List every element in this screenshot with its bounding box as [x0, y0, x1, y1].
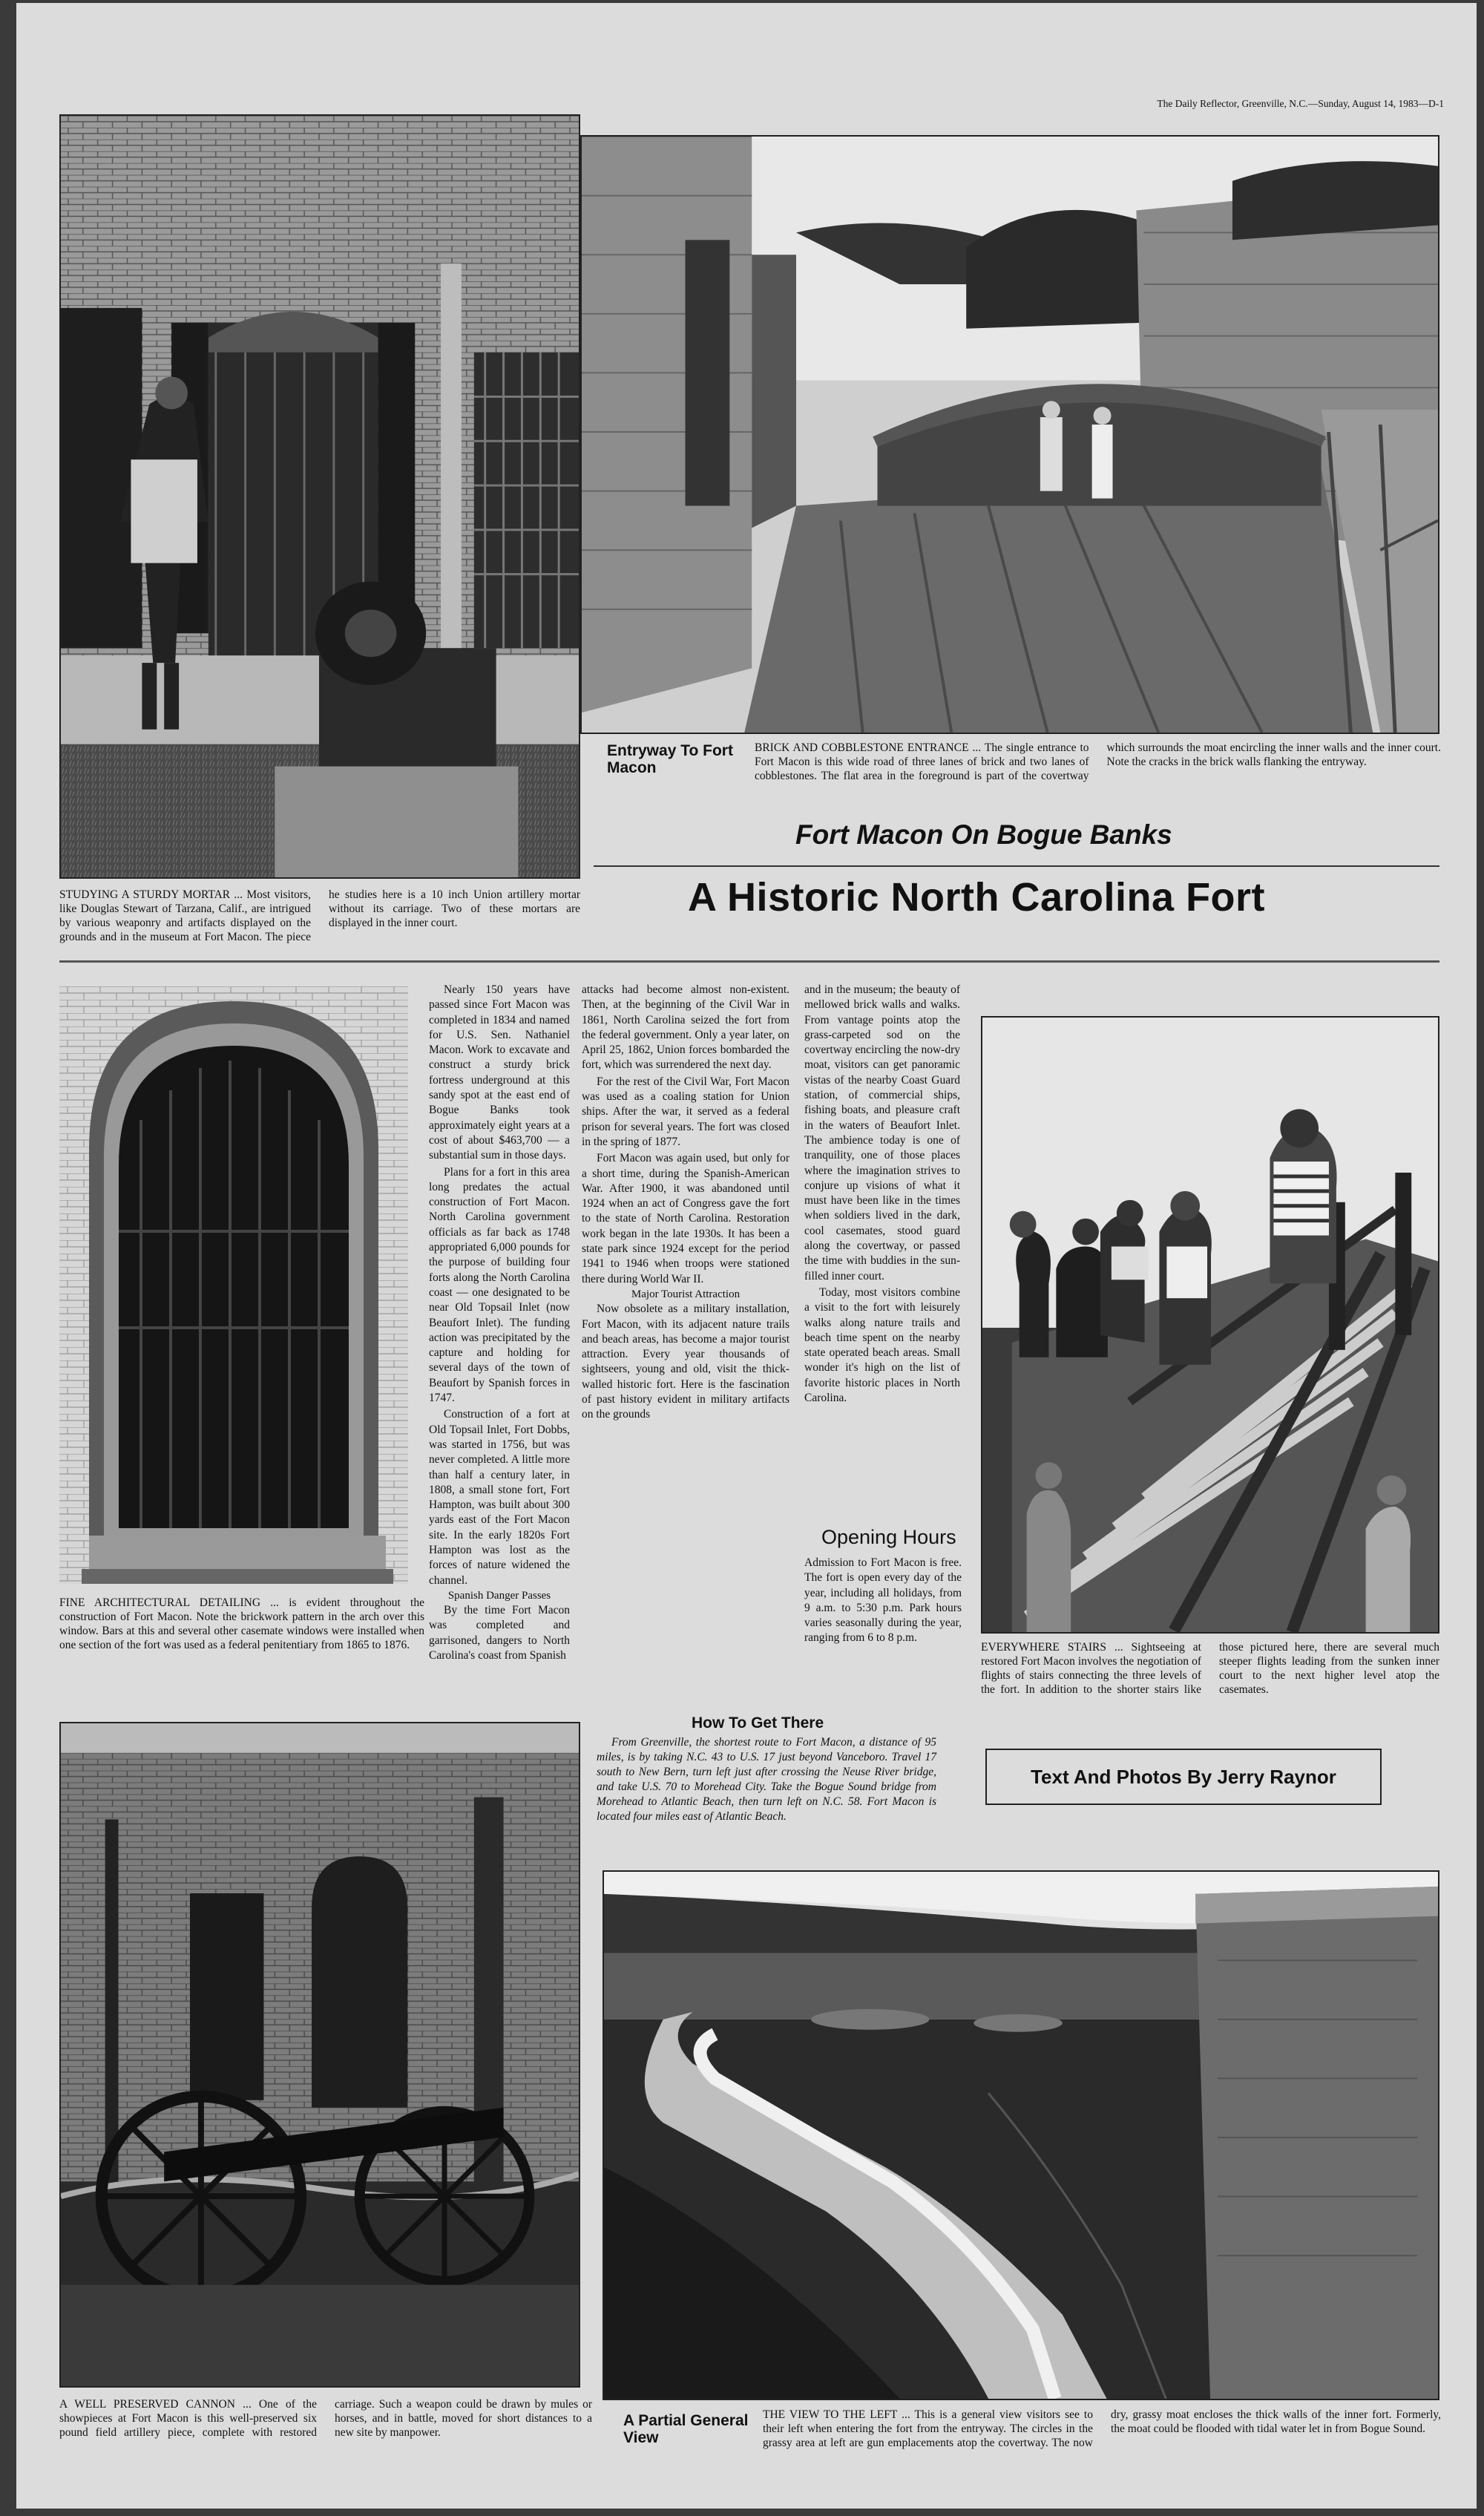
- subhead-spanish: Spanish Danger Passes: [447, 1589, 551, 1602]
- article-para: attacks had become almost non-existent. Then, at the beginning of the Civil War in 1861, North Carolina seized the fort from the federal government. Only a year later, on April 25, 1862, Union forces bombarded the fort, which was surrendered the next day.: [582, 983, 789, 1072]
- article-para: Fort Macon was again used, but only for a short time, during the Spanish-American War. After 1900, it was abandoned until 1924 when an act of Congress gave the fort to the state of North Carolina. Restoration work began in the late 1930s. It has been a state park since 1924 except for the period 1941 to 1946 when troops were stationed there during World War II.: [582, 1152, 789, 1285]
- article-para: By the time Fort Macon was completed and garrisoned, dangers to North Carolina's coast from Spanish: [429, 1604, 570, 1662]
- headline: A Historic North Carolina Fort: [688, 875, 1266, 920]
- section-rule-1: [59, 960, 1439, 963]
- article-col-3: [804, 983, 960, 1406]
- headline-rule: [594, 865, 1439, 867]
- photo-general-view: [603, 1870, 1439, 2400]
- caption-general-view: THE VIEW TO THE LEFT ... This is a general view visitors see to their left when entering the fort from the entryway. The circles in the grassy area at left are gun emplacements atop the covertway. The now dry, grassy moat encloses the thick walls of the inner fort. Formerly, the moat could be flooded with tidal water let in from Bogue Sound.: [763, 2408, 1441, 2449]
- caption-cannon: A WELL PRESERVED CANNON ... One of the showpieces at Fort Macon is this well-preserved six pound field artillery piece, complete with restored carriage. Such a weapon could be drawn by mules or horses, and in battle, moved for short distances to a new site by manpower.: [59, 2398, 592, 2439]
- credit-text: Text And Photos By Jerry Raynor: [1031, 1765, 1336, 1788]
- hours-title: Opening Hours: [821, 1526, 956, 1548]
- caption-window: FINE ARCHITECTURAL DETAILING ... is evident throughout the construction of Fort Macon. Note the brickwork pattern in the arch over this window. Bars at this and several other casemate windows were installed when one section of the fort was used as a federal penitentiary from 1865 to 1876.: [59, 1596, 424, 1651]
- label-general-view: A Partial General View: [623, 2412, 749, 2446]
- article-para: Today, most visitors combine a visit to the fort with leisurely walks along nature trails and beach time spent on the nearby state operated beach areas. Small wonder it's high on the list of favorite historic places in North Carolina.: [804, 1285, 960, 1405]
- photo-mortar: [59, 114, 580, 879]
- article-col-1: [429, 983, 570, 1663]
- article-para: Plans for a fort in this area long predates the actual construction of Fort Macon. North Carolina government officials as far back as 1748 appropriated 6,000 pounds for the purpose of building four forts along the North Carolina coast — one designated to be near Old Topsail Inlet (now Beaufort Inlet). The funding action was precipitated by the capture and holding for several days of the town of Beaufort by Spanish forces in 1747.: [429, 1165, 570, 1405]
- label-entrance: Entryway To Fort Macon: [607, 742, 733, 776]
- article-para: Construction of a fort at Old Topsail Inlet, Fort Dobbs, was started in 1756, but was never completed. A little more than half a century later, in 1808, a small stone fort, Fort Hampton, was built about 300 yards east of the Fort Macon site. In the early 1820s Fort Hampton was lost as the forces of nature widened the channel.: [429, 1408, 570, 1587]
- photo-cannon: [59, 1722, 580, 2388]
- article-para: Nearly 150 years have passed since Fort Macon was completed in 1834 and named for U.S. Sen. Nathaniel Macon. Work to excavate and construct a sturdy brick fortress underground at this sandy spot at the east end of Bogue Banks took approximately eight years at a cost of about $463,700 — a substantial sum in those days.: [429, 983, 570, 1162]
- article-col-2: [582, 983, 789, 1423]
- article-para: and in the museum; the beauty of mellowed brick walls and walks. From vantage points atop the grass-carpeted sod on the covertway encircling the now-dry moat, visitors can get panoramic vistas of the nearby Coast Guard station, of commercial ships, fishing boats, and pleasure craft in the waters of Beaufort Inlet. The ambience today is one of tranquility, one of those places where the imagination strives to conjure up visions of what it must have been like in the times when soldiers lived in the dark, cool casemates, stood guard along the covertway, or passed the time with buddies in the sun-filled inner court.: [804, 983, 960, 1282]
- newspaper-page: [16, 3, 1477, 2509]
- photo-window: [59, 986, 408, 1584]
- directions-text: From Greenville, the shortest route to Fort Macon, a distance of 95 miles, is by taking N.C. 43 to U.S. 17 just beyond Vanceboro. Travel 17 south to New Bern, turn left just after crossing the Neuse River bridge, and take U.S. 70 to Morehead City. Take the Bogue Sound bridge from Morehead to Atlantic Beach, then turn left on N.C. 58. Fort Macon is located four miles east of Atlantic Beach.: [597, 1736, 936, 1823]
- credit-box: [985, 1749, 1382, 1805]
- kicker: Fort Macon On Bogue Banks: [795, 819, 1172, 850]
- caption-entrance: BRICK AND COBBLESTONE ENTRANCE ... The single entrance to Fort Macon is this wide road of three lanes of brick and two lanes of cobblestones. The flat area in the foreground is part of the covertway which surrounds the moat encircling the inner walls and the inner court. Note the cracks in the brick walls flanking the entryway.: [755, 741, 1441, 782]
- hours-text: Admission to Fort Macon is free. The fort is open every day of the year, including all holidays, from 9 a.m. to 5:30 p.m. Park hours varies seasonally during the year, ranging from 6 to 8 p.m.: [804, 1556, 962, 1645]
- photo-entrance: [580, 135, 1439, 734]
- directions-title: How To Get There: [692, 1714, 824, 1732]
- caption-stairs: EVERYWHERE STAIRS ... Sightseeing at restored Fort Macon involves the negotiation of flights of stairs connecting the three levels of the fort. In addition to the shorter stairs like those pictured here, there are several much steeper flights leading from the sunken inner court to the next higher level atop the casemates.: [981, 1641, 1439, 1696]
- page-folio: The Daily Reflector, Greenville, N.C.—Sunday, August 14, 1983—D-1: [1157, 98, 1444, 109]
- photo-stairs: [981, 1016, 1439, 1634]
- article-para: Now obsolete as a military installation, Fort Macon, with its adjacent nature trails and beach areas, has become a major tourist attraction. Every year thousands of sightseers, young and old, visit the thick-walled historic fort. Here is the fascination of past history evident in military artifacts on the grounds: [582, 1303, 789, 1421]
- caption-mortar: STUDYING A STURDY MORTAR ... Most visitors, like Douglas Stewart of Tarzana, Calif., are intrigued by various weaponry and artifacts displayed on the grounds and in the museum at Fort Macon. The piece he studies here is a 10 inch Union artillery mortar without its carriage. Two of these mortars are displayed in the inner court.: [59, 888, 580, 943]
- subhead-tourist: Major Tourist Attraction: [631, 1288, 741, 1300]
- article-para: For the rest of the Civil War, Fort Macon was used as a coaling station for Union ships. After the war, it served as a federal prison for several years. The fort was closed in the spring of 1877.: [582, 1075, 789, 1148]
